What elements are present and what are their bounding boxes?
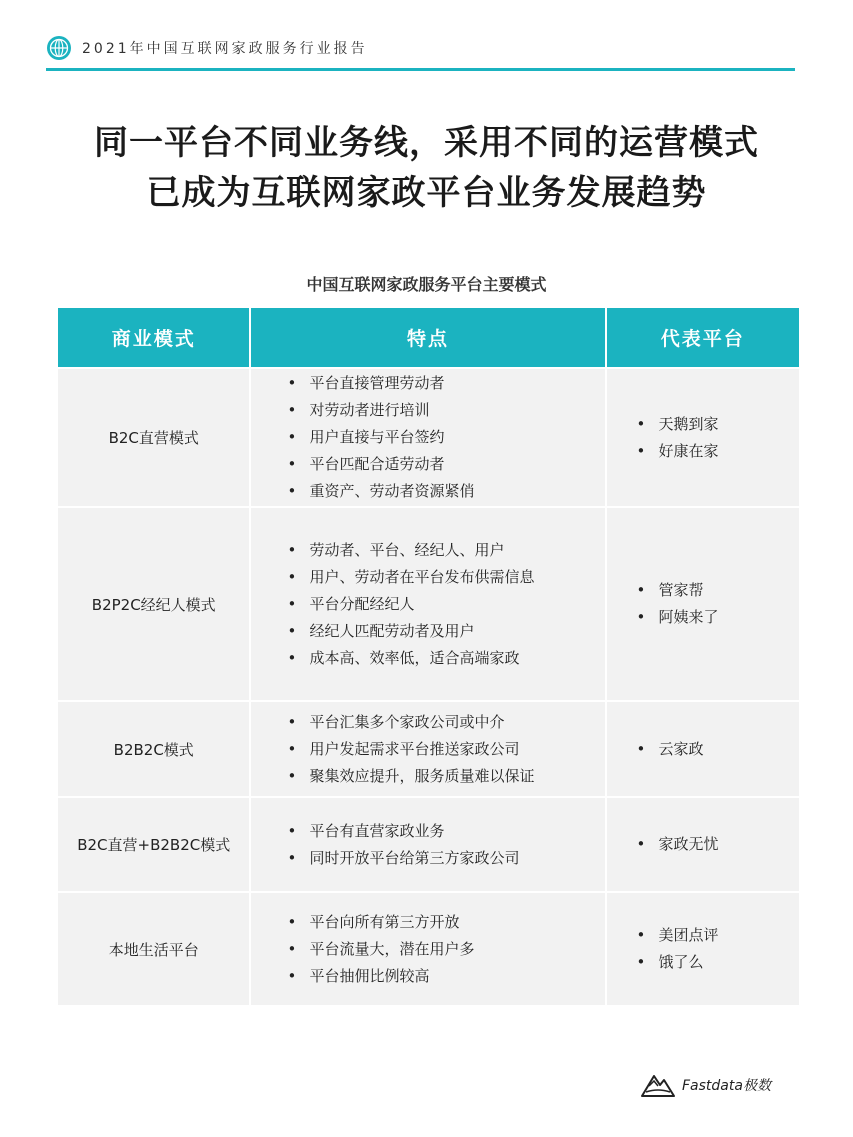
platform-item: • 美团点评 — [637, 922, 719, 949]
features-cell — [249, 798, 604, 891]
table-row — [58, 506, 799, 700]
brand-footer — [640, 1070, 771, 1100]
feature-item: • 用户直接与平台签约 — [287, 424, 474, 451]
model-cell: B2C直营+B2B2C模式 — [77, 836, 231, 854]
features-cell — [249, 508, 604, 700]
platform-modes-table — [58, 308, 799, 1005]
table-header-row — [58, 308, 799, 367]
feature-item: • 用户发起需求平台推送家政公司 — [287, 736, 534, 763]
model-cell: B2B2C模式 — [113, 740, 194, 759]
model-cell: B2C直营模式 — [108, 429, 199, 447]
feature-item: • 平台直接管理劳动者 — [287, 370, 474, 397]
feature-item: • 经纪人匹配劳动者及用户 — [287, 618, 534, 645]
feature-item: • 同时开放平台给第三方家政公司 — [287, 845, 519, 872]
feature-item: • 对劳动者进行培训 — [287, 397, 474, 424]
platform-item: • 饿了么 — [637, 949, 719, 976]
header-representative-platforms: 代表平台 — [605, 308, 799, 367]
table-row — [58, 796, 799, 891]
model-cell: 本地生活平台 — [108, 940, 199, 959]
platforms-cell — [605, 369, 799, 506]
page-title-line-2: 已成为互联网家政平台业务发展趋势 — [146, 173, 707, 213]
header-business-model: 商业模式 — [111, 328, 196, 350]
platforms-cell — [605, 508, 799, 700]
feature-item: • 成本高、效率低，适合高端家政 — [287, 645, 534, 672]
feature-item: • 用户、劳动者在平台发布供需信息 — [287, 564, 534, 591]
feature-item: • 劳动者、平台、经纪人、用户 — [287, 537, 534, 564]
platforms-cell — [605, 893, 799, 1005]
table-row — [58, 700, 799, 796]
feature-item: • 平台流量大，潜在用户多 — [287, 936, 474, 963]
features-cell — [249, 369, 604, 506]
report-title: 2021年中国互联网家政服务行业报告 — [82, 41, 368, 57]
feature-item: • 平台抽佣比例较高 — [287, 963, 474, 990]
table-caption: 中国互联网家政服务平台主要模式 — [306, 275, 547, 294]
feature-item: • 平台向所有第三方开放 — [287, 909, 474, 936]
header-features: 特点 — [249, 308, 604, 367]
model-cell: B2P2C经纪人模式 — [91, 595, 216, 614]
platforms-cell — [605, 798, 799, 891]
mountain-logo-icon — [640, 1070, 676, 1100]
feature-item: • 平台匹配合适劳动者 — [287, 451, 474, 478]
platform-item: • 管家帮 — [637, 577, 719, 604]
table-row — [58, 891, 799, 1005]
feature-item: • 重资产、劳动者资源紧俏 — [287, 478, 474, 505]
feature-item: • 聚集效应提升，服务质量难以保证 — [287, 763, 534, 790]
platform-item: • 家政无忧 — [637, 831, 719, 858]
page-title — [0, 118, 853, 218]
report-header — [46, 34, 368, 62]
page-title-line-1: 同一平台不同业务线，采用不同的运营模式 — [94, 123, 759, 163]
platform-item: • 云家政 — [637, 736, 704, 763]
header-divider — [46, 68, 795, 71]
feature-item: • 平台有直营家政业务 — [287, 818, 519, 845]
table-row — [58, 367, 799, 506]
platform-item: • 天鹅到家 — [637, 411, 719, 438]
feature-item: • 平台分配经纪人 — [287, 591, 534, 618]
features-cell — [249, 702, 604, 796]
brand-name: Fastdata极数 — [682, 1078, 771, 1094]
platforms-cell — [605, 702, 799, 796]
features-cell — [249, 893, 604, 1005]
platform-item: • 阿姨来了 — [637, 604, 719, 631]
platform-item: • 好康在家 — [637, 438, 719, 465]
globe-icon — [46, 35, 72, 61]
feature-item: • 平台汇集多个家政公司或中介 — [287, 709, 534, 736]
